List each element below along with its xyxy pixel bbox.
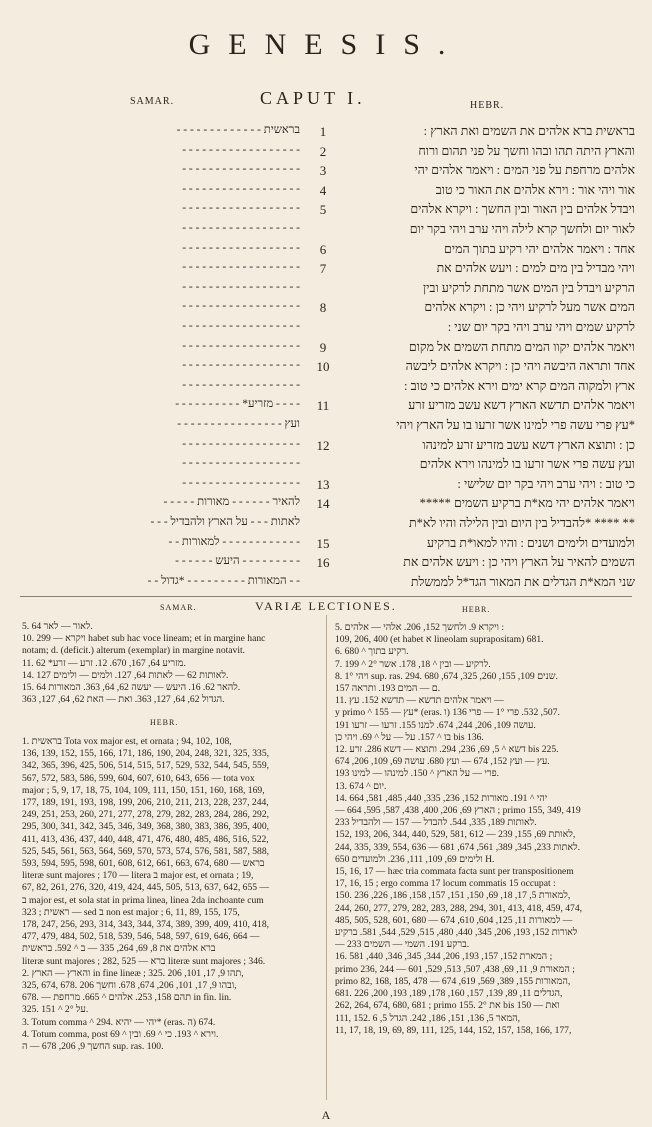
samar-note-line: הגדול 62, 64, 127, 363. ואת — האת 62, 64, 127, 363.	[22, 694, 225, 706]
samaritan-line: - - - - - - - - - היעש - - - - - -	[175, 555, 300, 568]
hebr-note-line: עץ — ועץ 152, 674 — ועץ 680. עושה 69, 109, 206, 674.	[335, 756, 550, 768]
verse-number: 15	[316, 535, 330, 551]
samaritan-line: - - - - - - - - - - - - - - - - - -	[182, 320, 300, 332]
hebrew-line: אחד : ויאמר אלהים יהי רקיע בתוך המים	[444, 241, 635, 256]
hebr-note-line: ם — המים 193. ותראה 157.	[335, 683, 441, 695]
samaritan-line: - - - - - - - - - - - - - - - - - -	[182, 163, 300, 176]
verse-number: 2	[319, 143, 327, 159]
hebrew-line: *עץ פרי עשה פרי למינו אשר זרעו בו על הארץ ויהי	[396, 418, 635, 432]
verse-number: 5	[319, 202, 327, 218]
samar-note-line: 5. לאור — לאר 64.	[22, 621, 93, 632]
hebr-note-line: 152, 193, 206, 344, 440, 529, 581, 612 — לאותת 69, 155, 239,	[335, 829, 576, 841]
hebr-note-line: 14. יהי ^ 191. מאורות 152, 236, 335, 440, 485, 581, 664	[335, 792, 548, 804]
hebrew-notes-right	[335, 622, 635, 1037]
hebr-note-line: לאותות 189, 335, 544. להבדל — 157 — ולהבדיל 233.	[335, 817, 537, 829]
hebr-note-line: 136, 139, 152, 155, 166, 171, 186, 190, 204, 248, 321, 325, 335,	[22, 748, 270, 760]
samaritan-line: - - - - - - - - - - - - - - - - - -	[182, 300, 300, 313]
verse-number: 7	[319, 261, 327, 277]
samar-note-line: 15. להאר 62. 16. היעש — יעשה 62, 64, 363. המאורות 64.	[22, 682, 241, 694]
hebr-note-line: ולימים 69, 109, 111, 236. ולמועדים 650 H.	[335, 853, 495, 865]
hebr-note-line: major ; 5, 9, 17, 18, 75, 104, 109, 111, 150, 151, 160, 168, 169,	[22, 784, 265, 796]
hebrew-line: ארץ ולמקוה המים קרא ימים וירא אלהים כי טוב :	[404, 378, 635, 393]
samaritan-line: - - - - - - - - - - - - - - - - - -	[182, 261, 300, 274]
hebr-note-line: 1. בראשית Tota vox major est, et ornata ; 94, 102, 108,	[22, 736, 232, 747]
hebrew-line: הרקיע ויבדל בין המים אשר מתחת לרקיע ובין	[422, 280, 635, 295]
hebr-note-line: 4. Totum comma, post וירא ^ 193. כי ^ 69. ובין ^ 69.	[22, 1028, 219, 1040]
hebr-note-line: primo 82, 168, 185, 478 — המאורות 155, 389, 569, 619, 674,	[335, 975, 571, 987]
hebr-note-line: פרי — על הארץ ^ 150. למינהו — למינו 193.	[335, 768, 500, 780]
column-divider	[326, 615, 327, 1100]
samaritan-line: - - - - - - - - - - - - - - - - - -	[182, 378, 300, 391]
hebr-note-line: 11. ויאמר אלהים תדשא — תדשא 152. עץ —	[335, 695, 504, 707]
hebr-note-line: 15, 16, 17 — hæc tria commata facta sunt per transpositionem	[335, 866, 574, 878]
verse-number	[308, 418, 338, 438]
hebr-note-line: ברא אלהים את 8, 69, 264, 335 — ב ^ 592. בראשית	[22, 943, 216, 955]
hebrew-line: ויבדל אלהים בין האור ובין החשך : ויקרא אלהים	[410, 202, 635, 217]
verse-number: 4	[319, 182, 327, 198]
samaritan-line: - - - - - - - - - - - - - - - - - -	[182, 143, 300, 156]
hebr-note-line: 262, 264, 674, 680, 681 ; primo 155. את 2° bis 150 — ואת	[335, 1000, 560, 1012]
hebrew-line: ויאמר אלהים תדשא הארץ דשא עשב מזריע זרע	[408, 398, 635, 413]
verse-number: 6	[319, 241, 327, 257]
samaritan-line: - - - - - - - - - - - - - - - - - -	[182, 359, 300, 372]
hebrew-line: ולמועדים ולימים ושנים : והיו למאו*ת ברקיע	[427, 535, 635, 550]
hebrew-notes-left	[22, 736, 316, 1053]
hebrew-line: אלהים מרחפת על פני המים : ויאמר אלהים יהי	[414, 163, 635, 178]
hebr-note-line: 177, 189, 191, 193, 198, 199, 206, 210, 211, 213, 228, 237, 244,	[22, 797, 269, 809]
verse-number: 10	[316, 359, 330, 375]
samaritan-line: לאתות - - - על הארץ ולהבדיל - - -	[150, 516, 300, 528]
hebr-note-line: 485, 505, 528, 601, 680 — למאורות 11, 125, 604, 610, 674 —	[335, 914, 573, 926]
samar-note-line: notam; d. (deficit.) alterum (exemplar) in margine notavit.	[22, 645, 246, 657]
samaritan-line: בראשית - - - - - - - - - - - - -	[176, 124, 300, 136]
samaritan-line: - - המאורות - - - - - - - - - *גדול - -	[147, 574, 300, 587]
hebrew-line: ויאמר אלהים יהי מא*ת ברקיע השמים *****	[419, 496, 635, 511]
samaritan-line: - - - - - - - - - - - - - - - - - -	[182, 437, 300, 450]
hebr-note-line: לאורות 152, 193, 206, 345, 440, 480, 515, 529, 544, 581. ברקיע	[335, 927, 578, 939]
hebr-note-line: 681. הגדלים 11, 89, 139, 157, 160, 178, 189, 193, 200, 226,	[335, 988, 563, 1000]
hebr-note-line: 16. המארת 152, 157, 193, 206, 344, 345, 346, 440, 581 ;	[335, 951, 553, 963]
hebrew-line: ** **** *להבדיל בין היום ובין הלילה והיו לא*ת	[408, 516, 635, 530]
hebr-note-line: — ברקע 191. השמי — השמים 233.	[335, 939, 470, 951]
hebr-note-line: 249, 251, 253, 260, 271, 277, 278, 279, 282, 283, 284, 286, 292,	[22, 809, 270, 821]
verse-number: 11	[316, 398, 330, 414]
hebrew-line: שני המא*ת הגדלים את המאור הגד*ל לממשלת	[410, 574, 635, 589]
samaritan-line: - - - - - - - - - - - - - - - - - -	[182, 457, 300, 470]
samaritan-line: - - - - - - - - - - - - - - - - - -	[182, 280, 300, 293]
hebrew-notes-label: HEBR.	[150, 718, 179, 727]
hebr-note-line: 109, 206, 400 (et habet א lineolam suprapositam) 681.	[335, 634, 544, 646]
hebr-note-line: literæ sunt majores ; 170 — litera ב major est, et ornata ; 19,	[22, 870, 254, 882]
samaritan-line: להאיר - - - - - - מאורות - - - - -	[163, 496, 300, 509]
hebr-note-line: 178, 247, 256, 293, 314, 343, 344, 374, 389, 399, 409, 410, 418,	[22, 919, 270, 931]
verse-number: 1	[319, 124, 327, 139]
divider	[20, 596, 632, 597]
hebr-note-line: 7. לרקיע — ובין ^ 18, 178. אשר 2° ^ 199.	[335, 658, 491, 670]
hebr-note-line: 477, 479, 484, 502, 518, 539, 546, 548, 597, 619, 646, 664 —	[22, 931, 260, 943]
hebr-note-line: 244, 335, 339, 554, 636 — לאתות 233, 345, 389, 561, 674, 681.	[335, 841, 581, 853]
hebr-note-line: 593, 594, 595, 598, 601, 608, 612, 661, 663, 674, 680 — בראש	[22, 858, 265, 870]
verse-number	[308, 575, 338, 595]
samar-note-line: 11. מזריע 64, 167, 670. 12. זרע — זרע* 62.	[22, 657, 186, 669]
verse-number: 3	[319, 163, 327, 179]
samar-note-line: 14. לאותות 62 — לאתות 64, 127. ולמים — ולימים 127.	[22, 669, 229, 681]
hebr-note-line: 325. על 2° ^ 151.	[22, 1004, 89, 1016]
hebr-note-line: 325, 674, 678. ובהו 9, 17, 101, 206, 674, 678. וחשך 206,	[22, 980, 237, 992]
hebrew-line: לרקיע שמים ויהי ערב ויהי בקר יום שני :	[447, 320, 635, 334]
verse-number	[308, 281, 338, 301]
verse-number: 9	[319, 339, 327, 355]
samaritan-line: - - - - - - - - - - - - למאורות - -	[168, 535, 300, 548]
samaritan-line: - - - - מזריע* - - - - - - - - - -	[175, 398, 300, 411]
hebrew-column-label: HEBR.	[470, 100, 505, 111]
hebr-note-line: 244, 260, 277, 279, 282, 283, 288, 294, 301, 413, 418, 459, 474,	[335, 902, 583, 914]
hebrew-line: ויאמר אלהים יקוו המים מתחת השמים אל מקום	[408, 339, 635, 354]
hebr-note-line: 2. והארץ — הארץ in fine lineæ ; 325. תהו 9, 17, 101, 206,	[22, 967, 244, 979]
samaritan-column-label: SAMAR.	[130, 96, 175, 107]
verse-number	[308, 379, 338, 399]
hebr-note-line: 17, 16, 15 ; ergo comma 17 locum commatis 15 occupat :	[335, 878, 556, 890]
hebr-note-line: ראשית ; 323 — sed ב non est major ; 6, 11, 89, 155, 175,	[22, 906, 240, 918]
hebr-note-line: בו ^ 157. על — על ^ 69. ויהי כן bis 136.	[335, 731, 484, 743]
hebr-note-line: עושה 109, 206, 244, 674. למנו 155. זרעו — זרעו 191.	[335, 719, 536, 731]
hebrew-line: ועץ עשה פרי אשר זרעו בו למינהו וירא אלהים	[419, 457, 635, 472]
hebr-note-line: 411, 413, 436, 437, 440, 448, 471, 476, 480, 485, 486, 516, 522,	[22, 833, 269, 845]
verse-number: 13	[316, 476, 330, 492]
hebr-note-line: 67, 82, 261, 276, 320, 419, 424, 445, 505, 513, 637, 642, 655 —	[22, 882, 270, 894]
hebr-note-line: 5. ויקרא 9. ולחשך 152, 206. אלהי — אלהים :	[335, 622, 505, 633]
hebrew-line: לאור יום ולחשך קרא לילה ויהי ערב ויהי בקר יום	[409, 222, 635, 236]
hebr-note-line: 111, 152. המאר 5, 136, 151, 186, 242. הגדל 5, 6,	[335, 1012, 521, 1024]
hebrew-line: המים אשר מעל לרקיע ויהי כן : ויקרא אלהים	[424, 300, 635, 315]
verse-number: 14	[316, 496, 330, 512]
hebr-note-line: ב major est, et sola stat in prima linea, linea 2da inchoante cum	[22, 894, 264, 906]
verse-number: 12	[316, 437, 330, 453]
variae-samar-label: SAMAR.	[160, 603, 197, 612]
signature-mark: A	[321, 1108, 331, 1122]
verse-number	[308, 457, 338, 477]
hebr-note-line: 13. יום ^ 674.	[335, 780, 387, 792]
samaritan-line: - - - - - - - - - - - - - - - - - -	[182, 241, 300, 254]
hebr-note-line: y primo ^ 155 — עץ* (eras. ו) 507, 532. פרי 1° — פרי 136.	[335, 707, 560, 719]
hebr-note-line: literæ sunt majores ; 282, 525 — ברא literæ sunt majores ; 346.	[22, 955, 266, 967]
samaritan-line: - - - - - - - - - - - - - - - - - -	[182, 182, 300, 195]
page-title: GENESIS.	[188, 28, 464, 61]
hebr-note-line: החשך 9, 206, 678 — ה sup. ras. 100.	[22, 1041, 164, 1053]
variae-hebr-label: HEBR.	[462, 605, 491, 614]
hebrew-line: בראשית ברא אלהים את השמים ואת הארץ :	[423, 124, 635, 138]
verse-number: 8	[319, 300, 327, 316]
chapter-heading: CAPUT I.	[260, 88, 366, 108]
samaritan-line: - - - - - - - - - - - - - - - - - -	[182, 222, 300, 234]
hebr-note-line: 6. רקיע בתוך ^ 680.	[335, 646, 409, 658]
samar-note-line: 10. ויקרא — 299 habet sub hac voce lineam; et in margine hanc	[22, 633, 266, 645]
hebr-note-line: — הארץ 69, 206, 400, 438, 587, 595, 664 ; primo 155, 349, 419	[335, 805, 581, 817]
samaritan-line: - - - - - - - - - - - - - - - - - -	[182, 476, 300, 489]
hebr-note-line: 567, 572, 583, 586, 599, 604, 607, 610, 643, 656 — tota vox	[22, 772, 255, 784]
hebr-note-line: 678. — תהם 158, 253. אלהים ^ 665. מרחפת in fin. lin.	[22, 992, 232, 1004]
hebr-note-line: 150. למאורת 5, 17, 18, 69, 150, 151, 157, 158, 186, 226, 236,	[335, 890, 571, 902]
hebrew-line: כי טוב : ויהי ערב ויהי בקר יום שלישי :	[457, 476, 635, 491]
verse-number	[308, 320, 338, 340]
verse-number: 16	[316, 555, 330, 571]
hebr-note-line: 295, 300, 341, 342, 345, 346, 349, 368, 380, 383, 386, 395, 400,	[22, 821, 270, 833]
hebrew-line: ויהי מבדיל בין מים למים : ויעש אלהים את	[436, 261, 635, 276]
verse-number	[308, 516, 338, 536]
variae-lectiones-heading: VARIÆ LECTIONES.	[255, 599, 397, 613]
verse-number	[308, 222, 338, 242]
hebr-note-line: 342, 365, 396, 425, 506, 514, 515, 517, 529, 532, 544, 545, 559,	[22, 760, 270, 772]
hebrew-line: והארץ היתה תהו ובהו וחשך על פני תהום ורוח	[418, 143, 635, 158]
hebr-note-line: primo 236, 244 — המאורת 9, 11, 69, 438, 507, 513, 529, 601 ;	[335, 963, 575, 975]
hebr-note-line: 3. Totum comma ^ 294. יהי — יהיא* (eras. ה) 674.	[22, 1016, 216, 1028]
hebrew-line: כן : ותוצא הארץ דשא עשב מזריע זרע למינהו	[422, 437, 635, 452]
samaritan-notes	[22, 621, 316, 706]
hebrew-line: אחד ותראה היבשה ויהי כן : ויקרא אלהים ליבשה	[405, 359, 635, 374]
hebr-note-line: 525, 545, 561, 563, 564, 569, 570, 573, 574, 576, 581, 587, 588,	[22, 845, 270, 857]
hebr-note-line: 8. ויהי 1° sup. ras. 294. שנים 109, 155, 260, 325, 674, 680.	[335, 670, 558, 682]
samaritan-line: - - - - - - - - - - - - - - - - - -	[182, 339, 300, 352]
samaritan-line: - - - - - - - - - - - - - - - - - -	[182, 202, 300, 215]
hebr-note-line: 11, 17, 18, 19, 69, 89, 111, 125, 144, 152, 157, 158, 166, 177,	[335, 1024, 572, 1036]
hebrew-line: אור ויהי אור : וירא אלהים את האור כי טוב	[435, 182, 635, 197]
hebrew-line: השמים להאיר על הארץ ויהי כן : ויעש אלהים את	[403, 555, 635, 570]
samaritan-line: ועץ - - - - - - - - - - - - - - - -	[177, 418, 300, 430]
hebr-note-line: 12. דשא ^ 5, 69, 236, 294. ותוצא — דשא 286. זרע bis 225.	[335, 744, 559, 756]
